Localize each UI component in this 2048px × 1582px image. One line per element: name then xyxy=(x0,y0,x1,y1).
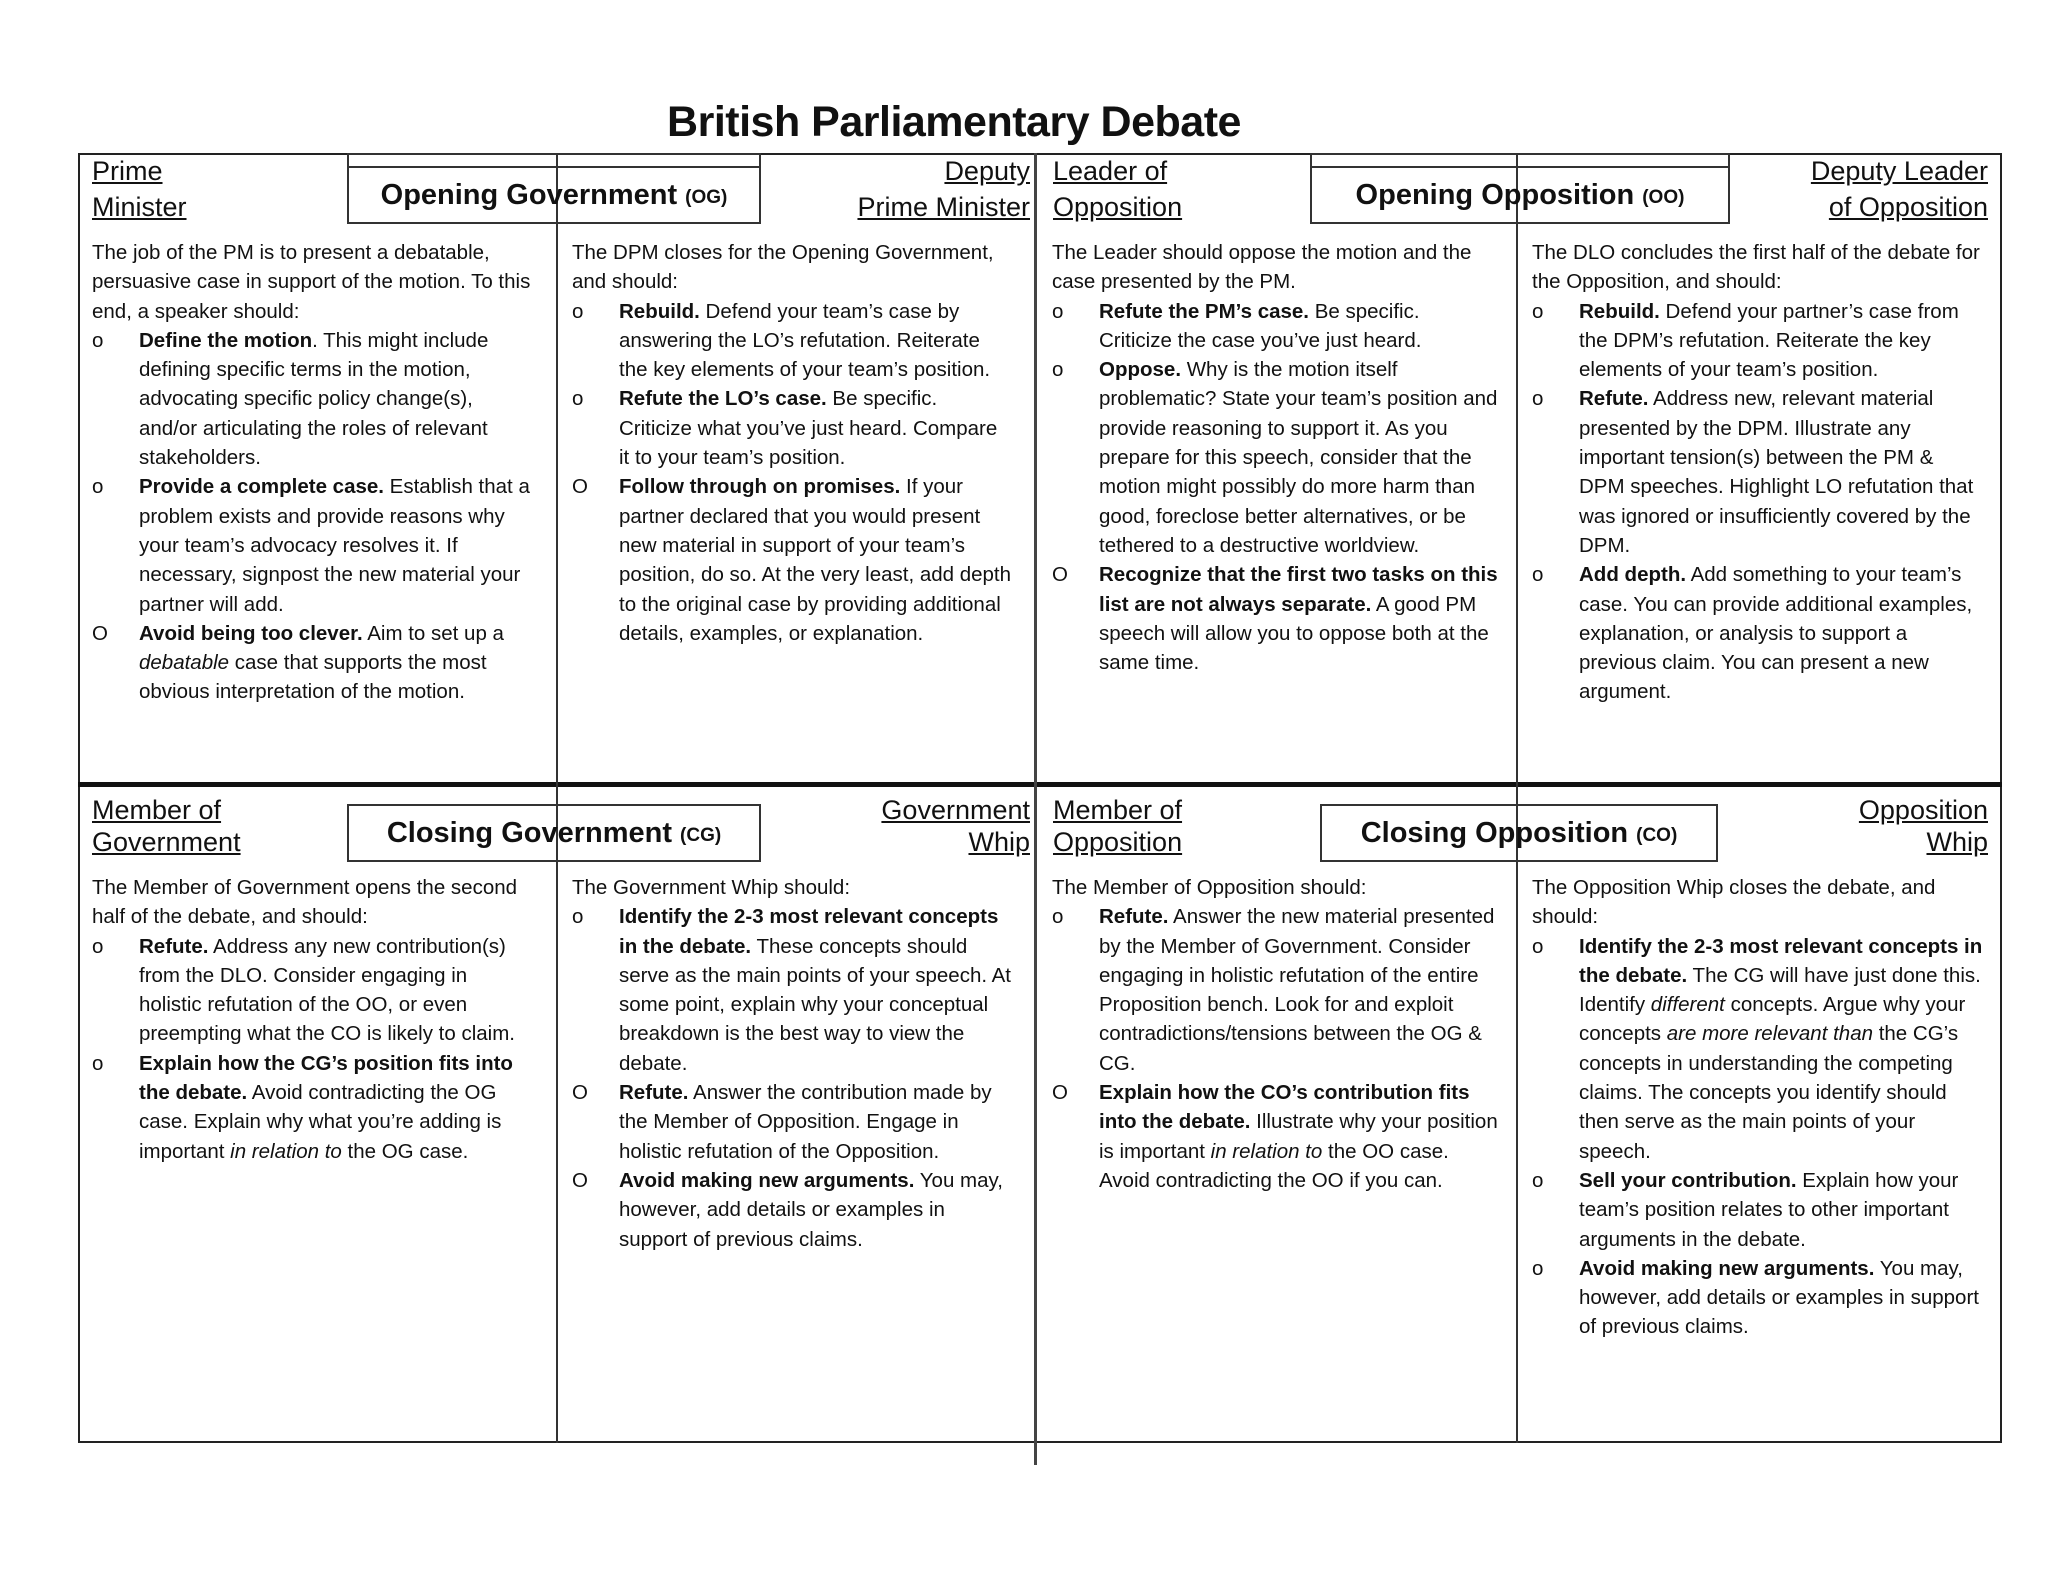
list-item: O Follow through on promises. If your partner declared that you would present new material in support of your team’s position, do so. At the very least, add depth to the original case by providing additional details, examples, or explanation. xyxy=(572,475,1012,645)
page-title: British Parliamentary Debate xyxy=(667,98,1241,146)
dpm-cell xyxy=(572,238,1012,648)
co-right-role: Opposition Whip xyxy=(1858,795,1988,857)
list-item: o Explain how the CG’s position fits into the debate. Avoid contradicting the OG case. Explain why what you’re adding is important in relation to the OG case. xyxy=(92,1051,513,1163)
list-item: o Refute. Address any new contribution(s) from the DLO. Consider engaging in holistic refutation of the OO, or even preempting what the CO is likely to claim. xyxy=(92,934,515,1046)
dpm-intro: The DPM closes for the Opening Government, and should: xyxy=(572,241,994,294)
list-item: o Sell your contribution. Explain how your team’s position relates to other important arguments in the debate. xyxy=(1532,1168,1959,1251)
list-item: O Refute. Answer the contribution made by the Member of Opposition. Engage in holistic refutation of the Opposition. xyxy=(572,1081,992,1163)
gw-cell xyxy=(572,873,1018,1254)
list-item: o Add depth. Add something to your team’s case. You can provide additional examples, explanation, or analysis to support a previous claim. You can present a new argument. xyxy=(1532,563,1973,704)
cg-right-role: Government Whip xyxy=(881,795,1030,857)
column-divider-left xyxy=(556,153,558,1443)
list-item: o Rebuild. Defend your partner’s case from the DPM’s refutation. Reiterate the key elements of your team’s position. xyxy=(1532,299,1959,382)
list-item: O Recognize that the first two tasks on this list are not always separate. A good PM speech will allow you to oppose both at the same time. xyxy=(1052,563,1498,675)
og-team-box: Opening Government (OG) xyxy=(347,166,761,224)
list-item: o Identify the 2-3 most relevant concepts in the debate. The CG will have just done this. Identify different concepts. Argue why your concepts are more relevant than the CG’s concepts in understanding the competing claims. The concepts you identify should then serve as the main points of your speech. xyxy=(1532,934,1983,1163)
co-team-box: Closing Opposition (CO) xyxy=(1320,804,1718,862)
list-item: o Refute the PM’s case. Be specific. Criticize the case you’ve just heard. xyxy=(1052,299,1422,352)
mo-cell xyxy=(1052,873,1498,1195)
oo-left-role: Leader of Opposition xyxy=(1053,156,1183,222)
dlo-intro: The DLO concludes the first half of the debate for the Opposition, and should: xyxy=(1532,241,1980,294)
list-item: o Provide a complete case. Establish that a problem exists and provide reasons why your team’s advocacy resolves it. If necessary, signpost the new material your partner will add. xyxy=(92,475,530,616)
oo-header-tab xyxy=(1310,153,1730,167)
og-right-role: Deputy Prime Minister xyxy=(857,156,1030,222)
list-item: O Avoid making new arguments. You may, however, add details or examples in support of previous claims. xyxy=(572,1168,1003,1251)
list-item: o Avoid making new arguments. You may, however, add details or examples in support of previous claims. xyxy=(1532,1256,1979,1339)
oo-right-role: Deputy Leader of Opposition xyxy=(1810,156,1988,222)
list-item: o Rebuild. Defend your team’s case by answering the LO’s refutation. Reiterate the key elements of your team’s position. xyxy=(572,299,991,382)
mo-intro: The Member of Opposition should: xyxy=(1052,876,1367,899)
og-header-tab xyxy=(347,153,761,167)
list-item: o Refute. Answer the new material presented by the Member of Government. Consider engaging in holistic refutation of the entire Proposition bench. Look for and exploit contradictions/tensions between the OG & CG. xyxy=(1052,905,1495,1075)
lo-cell xyxy=(1052,238,1498,677)
mg-cell xyxy=(92,873,532,1166)
og-left-role: Prime Minister xyxy=(92,156,187,222)
pm-intro: The job of the PM is to present a debatable, persuasive case in support of the motion. To this end, a speaker should: xyxy=(92,241,531,323)
mg-intro: The Member of Government opens the second half of the debate, and should: xyxy=(92,876,518,929)
ow-cell xyxy=(1532,873,1988,1342)
half-divider xyxy=(78,782,2002,787)
pm-cell xyxy=(92,238,532,707)
column-divider-right xyxy=(1516,153,1518,1443)
list-item: o Oppose. Why is the motion itself problematic? State your team’s position and provide reasoning to support it. As you prepare for this speech, consider that the motion might possibly do more harm than good, foreclose better alternatives, or be tethered to a destructive worldview. xyxy=(1052,358,1498,557)
dlo-cell xyxy=(1532,238,1984,707)
oo-team-box: Opening Opposition (OO) xyxy=(1310,166,1730,224)
lo-intro: The Leader should oppose the motion and the case presented by the PM. xyxy=(1052,241,1472,294)
ow-intro: The Opposition Whip closes the debate, and should: xyxy=(1532,876,1936,929)
cg-left-role: Member of Government xyxy=(92,795,241,857)
center-divider xyxy=(1034,153,1037,1465)
co-left-role: Member of Opposition xyxy=(1053,795,1183,857)
list-item: o Define the motion. This might include defining specific terms in the motion, advocating specific policy change(s), and/or articulating the roles of relevant stakeholders. xyxy=(92,328,489,470)
list-item: o Identify the 2-3 most relevant concepts in the debate. These concepts should serve as the main points of your speech. At some point, explain why your conceptual breakdown is the best way to view the debate. xyxy=(572,905,1011,1075)
list-item: O Explain how the CO’s contribution fits into the debate. Illustrate why your position is important in relation to the OO case. Avoid contradicting the OO if you can. xyxy=(1052,1081,1498,1192)
gw-intro: The Government Whip should: xyxy=(572,876,851,899)
cg-team-box: Closing Government (CG) xyxy=(347,804,761,862)
list-item: o Refute. Address new, relevant material presented by the DPM. Illustrate any important tension(s) between the PM & DPM speeches. Highlight LO refutation that was ignored or insufficiently covered by the DPM. xyxy=(1532,387,1974,557)
list-item: o Refute the LO’s case. Be specific. Criticize what you’ve just heard. Compare it to your team’s position. xyxy=(572,387,998,470)
list-item: O Avoid being too clever. Aim to set up a debatable case that supports the most obvious interpretation of the motion. xyxy=(92,621,504,704)
